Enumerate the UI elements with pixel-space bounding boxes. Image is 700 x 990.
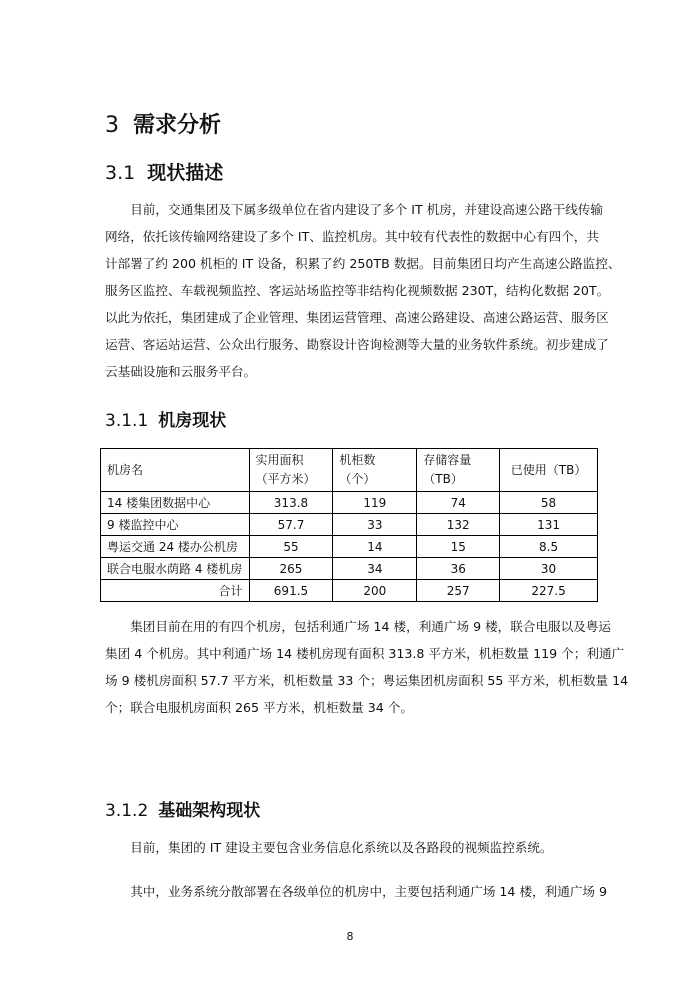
table-cell: 粤运交通 24 楼办公机房	[101, 536, 250, 558]
paragraph-line: 以此为依托，集团建成了企业管理、集团运营管理、高速公路建设、高速公路运营、服务区	[105, 310, 609, 325]
paragraph-current-status	[105, 196, 621, 385]
section-number: 3.1.1	[105, 411, 149, 431]
table-cell: 265	[249, 558, 333, 580]
paragraph-line: 个；联合电服机房面积 265 平方米，机柜数量 34 个。	[105, 700, 413, 715]
paragraph-line: 云基础设施和云服务平台。	[105, 364, 257, 379]
paragraph-line: 服务区监控、车载视频监控、客运站场监控等非结构化视频数据 230T，结构化数据 20T。	[105, 283, 610, 298]
section-heading-3-1	[105, 158, 223, 185]
section-title: 现状描述	[147, 162, 224, 184]
table-cell: 8.5	[500, 536, 598, 558]
table-cell: 131	[500, 514, 598, 536]
table-header-cell: 存储容量 （TB）	[417, 449, 500, 492]
table-cell: 14 楼集团数据中心	[101, 492, 250, 514]
table-total-row	[101, 580, 598, 602]
page-number: 8	[346, 930, 354, 943]
table-cell: 15	[417, 536, 500, 558]
paragraph-line: 集团目前在用的有四个机房，包括利通广场 14 楼，利通广场 9 楼，联合电服以及粤运	[105, 619, 612, 634]
table-cell: 36	[417, 558, 500, 580]
table-header-cell: 已使用（TB）	[500, 449, 598, 492]
chapter-title: 需求分析	[133, 113, 222, 138]
paragraph-line: 网络，依托该传输网络建设了多个 IT、监控机房。其中较有代表性的数据中心有四个，共	[105, 229, 599, 244]
paragraph-infrastructure	[105, 834, 605, 861]
table-cell: 14	[333, 536, 417, 558]
section-heading-3-1-2	[105, 796, 260, 821]
table-cell: 联合电服水荫路 4 楼机房	[101, 558, 250, 580]
table-row	[101, 514, 598, 536]
paragraph-line: 运营、客运站运营、公众出行服务、勘察设计咨询检测等大量的业务软件系统。初步建成了	[105, 337, 609, 352]
paragraph-line: 目前，集团的 IT 建设主要包含业务信息化系统以及各路段的视频监控系统。	[105, 840, 553, 855]
table-header-cell: 实用面积 （平方米）	[249, 449, 333, 492]
chapter-heading	[105, 108, 221, 139]
paragraph-server-rooms	[105, 613, 629, 721]
table-total-label: 合计	[101, 580, 250, 602]
table-cell: 119	[333, 492, 417, 514]
server-room-table	[100, 448, 598, 602]
table-row	[101, 536, 598, 558]
table-row	[101, 558, 598, 580]
chapter-number: 3	[105, 113, 119, 138]
table-cell: 34	[333, 558, 417, 580]
table-row	[101, 492, 598, 514]
table-header-cell: 机柜数 （个）	[333, 449, 417, 492]
paragraph-line: 其中，业务系统分散部署在各级单位的机房中，主要包括利通广场 14 楼，利通广场 9	[105, 884, 608, 899]
paragraph-business-systems	[105, 878, 608, 905]
table-cell: 30	[500, 558, 598, 580]
table-total-cell: 257	[417, 580, 500, 602]
table-cell: 57.7	[249, 514, 333, 536]
section-title: 机房现状	[158, 411, 227, 431]
section-title: 基础架构现状	[158, 801, 261, 821]
table-cell: 55	[249, 536, 333, 558]
table-header-cell: 机房名	[101, 449, 250, 492]
table-header-row	[101, 449, 598, 492]
table-total-cell: 691.5	[249, 580, 333, 602]
table-cell: 58	[500, 492, 598, 514]
table-total-cell: 200	[333, 580, 417, 602]
paragraph-line: 目前，交通集团及下属多级单位在省内建设了多个 IT 机房，并建设高速公路干线传输	[105, 202, 603, 217]
paragraph-line: 场 9 楼机房面积 57.7 平方米，机柜数量 33 个；粤运集团机房面积 55 平方米，机柜数量 14	[105, 673, 629, 688]
table-total-cell: 227.5	[500, 580, 598, 602]
section-number: 3.1.2	[105, 801, 149, 821]
table-cell: 74	[417, 492, 500, 514]
section-number: 3.1	[105, 162, 136, 184]
section-heading-3-1-1	[105, 406, 226, 431]
paragraph-line: 计部署了约 200 机柜的 IT 设备，积累了约 250TB 数据。目前集团日均产生高速公路监控、	[105, 256, 621, 271]
table-cell: 33	[333, 514, 417, 536]
table-cell: 132	[417, 514, 500, 536]
paragraph-line: 集团 4 个机房。其中利通广场 14 楼机房现有面积 313.8 平方米，机柜数量 119 个；利通广	[105, 646, 625, 661]
table-cell: 313.8	[249, 492, 333, 514]
table-cell: 9 楼监控中心	[101, 514, 250, 536]
